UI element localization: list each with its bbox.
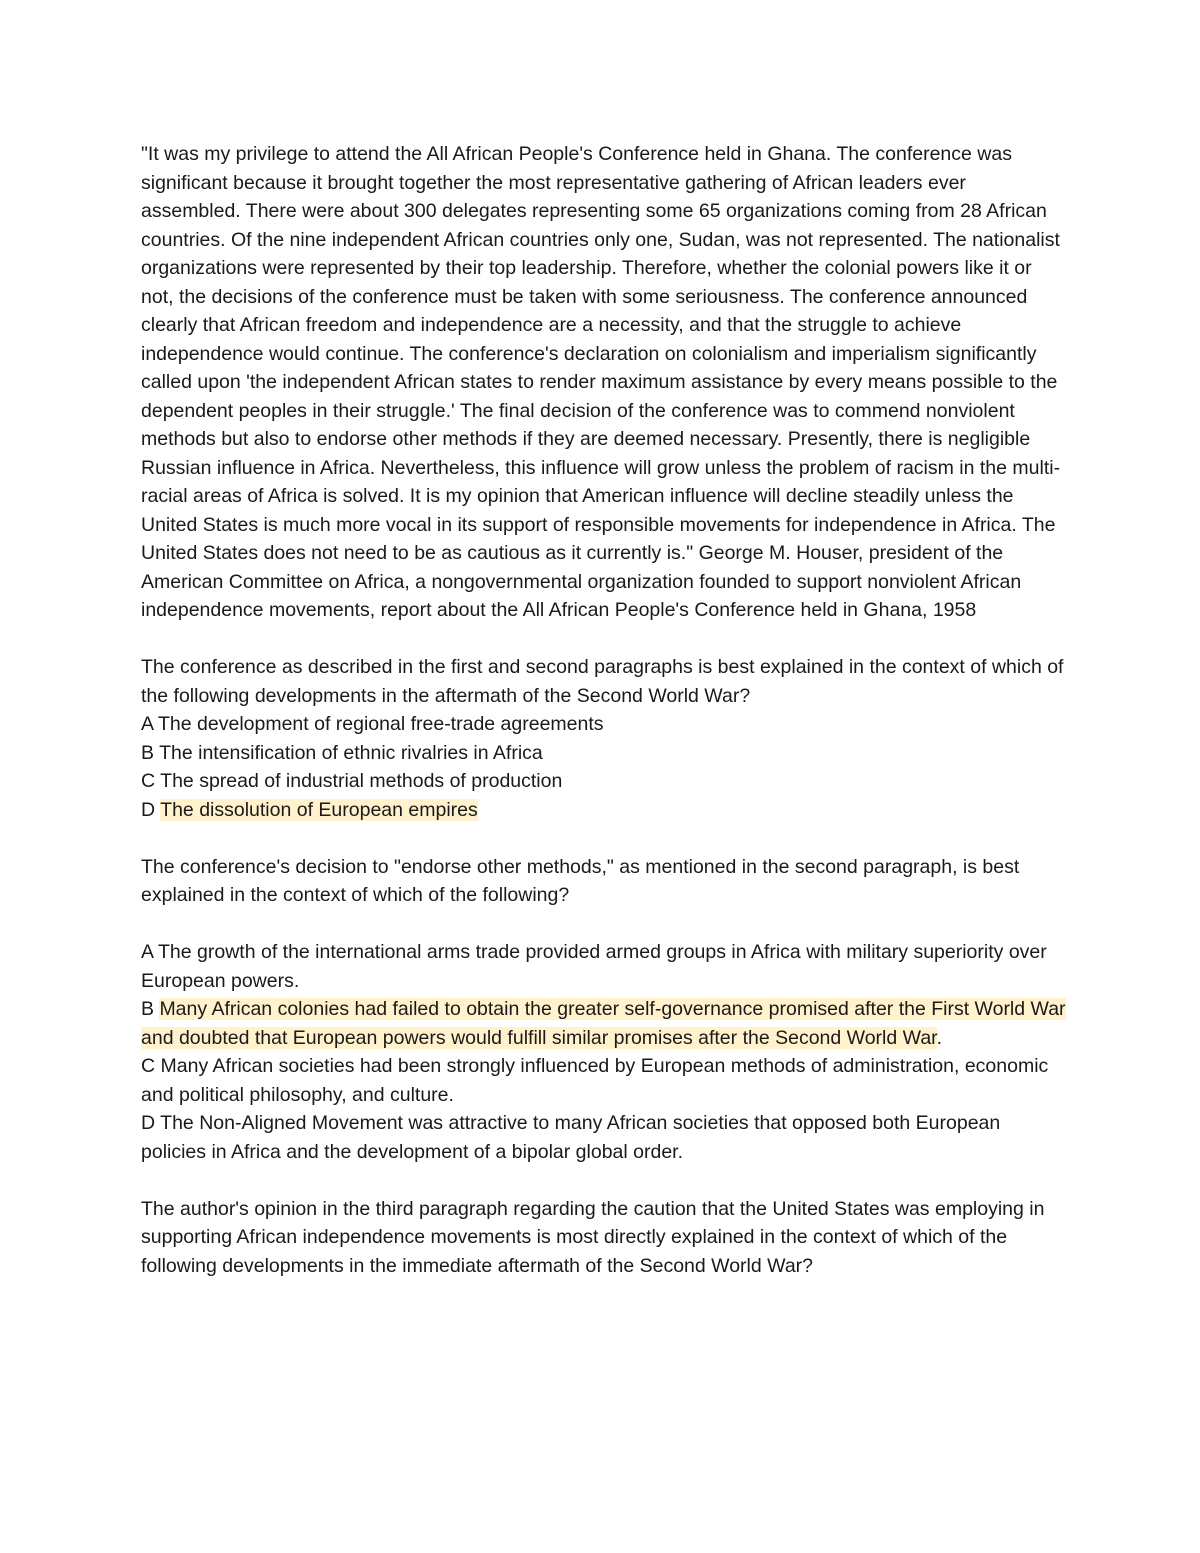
option-letter: B — [141, 741, 155, 764]
q2-option-a — [141, 938, 1066, 995]
option-text: The spread of industrial methods of production — [160, 770, 563, 792]
spacer — [141, 1166, 1066, 1195]
q2-option-b — [141, 995, 1066, 1052]
q1-option-d — [141, 796, 1066, 825]
q2-option-d — [141, 1109, 1066, 1166]
spacer — [141, 625, 1066, 654]
option-suffix: . — [936, 1026, 942, 1049]
option-letter: C — [141, 1055, 156, 1077]
option-letter: A — [141, 941, 153, 963]
option-letter: C — [141, 770, 156, 792]
option-text: Many African societies had been strongly influenced by European methods of administration, economic and political philosophy, and culture. — [141, 1055, 1049, 1106]
question-2-stem: The conference's decision to "endorse other methods," as mentioned in the second paragraph, is best explained in the context of which of the following? — [141, 855, 1025, 906]
option-text: The Non-Aligned Movement was attractive to many African societies that opposed both European policies in Africa and the development of a bipolar global order. — [141, 1112, 1001, 1163]
source-passage: "It was my privilege to attend the All African People's Conference held in Ghana. The conference was significant because it brought together the most representative gathering of African leaders ever assembled. There were about 300 delegates representing some 65 organizations coming from 28 African countries. Of the nine independent African countries only one, Sudan, was not represented. The nationalist organizations were represented by their top leadership. Therefore, whether the colonial powers like it or not, the decisions of the conference must be taken with some seriousness. The conference announced clearly that African freedom and independence are a necessity, and that the struggle to achieve independence would continue. The conference's declaration on colonialism and imperialism significantly called upon 'the independent African states to render maximum assistance by every means possible to the dependent peoples in their struggle.' The final decision of the conference was to commend nonviolent methods but also to endorse other methods if they are deemed necessary. Presently, there is negligible Russian influence in Africa. Nevertheless, this influence will grow unless the problem of racism in the multi-racial areas of Africa is solved. It is my opinion that American influence will decline steadily unless the United States is much more vocal in its support of responsible movements for independence in Africa. The United States does not need to be as cautious as it currently is." George M. Houser, president of the American Committee on Africa, a nongovernmental organization founded to support nonviolent African independence movements, report about the All African People's Conference held in Ghana, 1958 — [141, 143, 1066, 621]
highlighted-answer: The dissolution of European empires — [160, 798, 478, 821]
spacer — [141, 824, 1066, 853]
q2-option-c — [141, 1052, 1066, 1109]
question-2 — [141, 853, 1066, 1167]
spacer — [141, 910, 1066, 939]
option-letter: A — [141, 713, 153, 735]
option-letter: B — [141, 998, 155, 1020]
question-1 — [141, 653, 1069, 824]
option-letter: D — [141, 798, 156, 821]
question-3 — [141, 1195, 1066, 1281]
highlighted-answer: Many African colonies had failed to obtain the greater self-governance promised after the First World War and doubted that European powers would fulfill similar promises after the Second World War — [141, 998, 1066, 1049]
option-letter: D — [141, 1112, 156, 1134]
option-text: The intensification of ethnic rivalries in Africa — [159, 741, 543, 764]
question-3-stem: The author's opinion in the third paragraph regarding the caution that the United States was employing in supporting African independence movements is most directly explained in the context of which of the following developments in the immediate aftermath of the Second World War? — [141, 1197, 1050, 1277]
q1-option-b — [141, 739, 1066, 768]
question-1-stem: The conference as described in the first and second paragraphs is best explained in the context of which of the following developments in the aftermath of the Second World War? — [141, 656, 1069, 707]
q1-option-a — [141, 710, 1066, 739]
document-page — [141, 140, 1069, 1280]
option-text: The growth of the international arms trade provided armed groups in Africa with military superiority over European powers. — [141, 941, 1047, 992]
q1-option-c — [141, 767, 1066, 796]
option-text: The development of regional free-trade agreements — [158, 713, 604, 735]
